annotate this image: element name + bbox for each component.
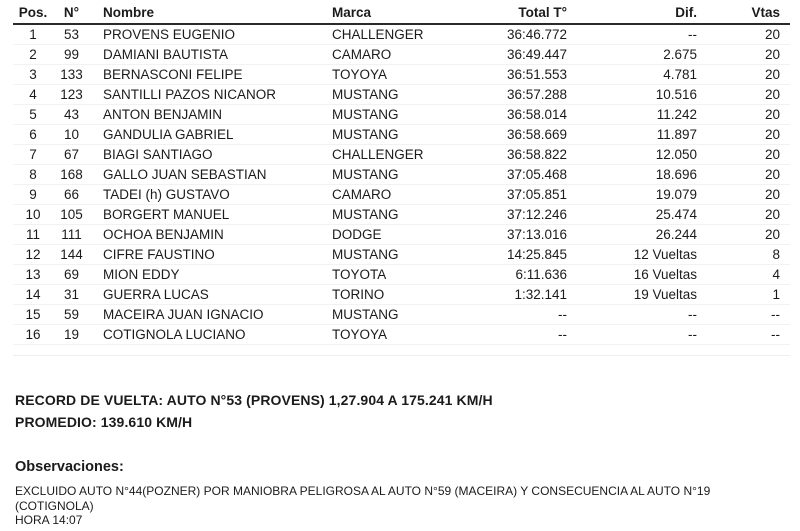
table-cell: -- [567,325,697,345]
table-cell: MUSTANG [330,305,450,325]
table-cell: 19 [53,325,90,345]
header-dif: Dif. [567,2,697,24]
table-cell: 3 [13,65,53,85]
table-cell: 36:57.288 [450,85,567,105]
table-cell: 2.675 [567,45,697,65]
table-cell: MUSTANG [330,165,450,185]
table-cell: 18.696 [567,165,697,185]
table-cell: 14:25.845 [450,245,567,265]
table-cell: 36:49.447 [450,45,567,65]
table-cell: 20 [697,105,790,125]
table-cell: PROVENS EUGENIO [90,24,330,45]
race-results-sheet [0,2,800,531]
table-cell: CHALLENGER [330,24,450,45]
table-cell: 20 [697,45,790,65]
table-cell: SANTILLI PAZOS NICANOR [90,85,330,105]
table-cell: MUSTANG [330,125,450,145]
table-cell: MUSTANG [330,205,450,225]
table-cell: 11.242 [567,105,697,125]
table-cell: 4 [13,85,53,105]
table-cell: 12 [13,245,53,265]
table-cell: BIAGI SANTIAGO [90,145,330,165]
table-cell: MUSTANG [330,85,450,105]
table-cell: -- [697,305,790,325]
table-row [13,285,790,305]
table-cell: 7 [13,145,53,165]
table-cell: 20 [697,225,790,245]
table-cell: 6:11.636 [450,265,567,285]
table-cell: 37:13.016 [450,225,567,245]
table-cell: 6 [13,125,53,145]
table-cell: 31 [53,285,90,305]
table-cell: 16 [13,325,53,345]
table-cell: 13 [13,265,53,285]
table-cell: COTIGNOLA LUCIANO [90,325,330,345]
table-row [13,125,790,145]
table-cell: 36:58.014 [450,105,567,125]
table-cell: 105 [53,205,90,225]
header-number: N° [53,2,90,24]
table-cell: 12 Vueltas [567,245,697,265]
table-row [13,205,790,225]
table-cell: 36:58.669 [450,125,567,145]
table-row [13,185,790,205]
table-cell: 14 [13,285,53,305]
header-total-t: Total T° [450,2,567,24]
table-cell: ANTON BENJAMIN [90,105,330,125]
table-cell: 11 [13,225,53,245]
table-bottom-rule [13,355,790,356]
table-row [13,225,790,245]
table-cell: DODGE [330,225,450,245]
table-cell: BORGERT MANUEL [90,205,330,225]
summary-block [15,389,800,433]
table-row [13,265,790,285]
table-cell: 19 Vueltas [567,285,697,305]
table-cell: TADEI (h) GUSTAVO [90,185,330,205]
table-row [13,65,790,85]
table-cell: MION EDDY [90,265,330,285]
table-row [13,305,790,325]
table-cell: 16 Vueltas [567,265,697,285]
header-pos: Pos. [13,2,53,24]
table-row [13,165,790,185]
observations-block [15,459,800,528]
table-cell: 8 [697,245,790,265]
table-row [13,145,790,165]
table-cell: 53 [53,24,90,45]
results-table-header [13,2,790,24]
table-cell: DAMIANI BAUTISTA [90,45,330,65]
table-cell: TOYOYA [330,65,450,85]
table-cell: -- [450,325,567,345]
table-cell: 67 [53,145,90,165]
observations-line-2: (COTIGNOLA) [15,498,94,513]
results-tbody [13,24,790,345]
table-cell: 123 [53,85,90,105]
table-cell: 99 [53,45,90,65]
table-cell: 1 [13,24,53,45]
results-table [13,2,790,345]
table-cell: TORINO [330,285,450,305]
table-cell: BERNASCONI FELIPE [90,65,330,85]
table-cell: 20 [697,145,790,165]
table-cell: CHALLENGER [330,145,450,165]
table-cell: 37:05.851 [450,185,567,205]
table-cell: 144 [53,245,90,265]
table-cell: 10 [13,205,53,225]
table-cell: 9 [13,185,53,205]
table-cell: MUSTANG [330,245,450,265]
table-cell: 133 [53,65,90,85]
table-cell: 20 [697,125,790,145]
table-cell: 10.516 [567,85,697,105]
table-cell: 20 [697,85,790,105]
table-cell: 5 [13,105,53,125]
header-vtas: Vtas [697,2,790,24]
table-cell: 25.474 [567,205,697,225]
header-row [13,2,790,24]
table-cell: -- [450,305,567,325]
table-cell: 66 [53,185,90,205]
table-cell: 4.781 [567,65,697,85]
table-cell: 1:32.141 [450,285,567,305]
table-cell: -- [567,24,697,45]
table-cell: 20 [697,185,790,205]
table-row [13,85,790,105]
observations-line-3: HORA 14:07 [15,513,83,527]
table-cell: CIFRE FAUSTINO [90,245,330,265]
table-cell: 11.897 [567,125,697,145]
record-de-vuelta-line: RECORD DE VUELTA: AUTO N°53 (PROVENS) 1,27.904 A 175.241 KM/H [15,392,493,408]
header-marca: Marca [330,2,450,24]
table-cell: TOYOTA [330,265,450,285]
table-cell: 20 [697,65,790,85]
table-cell: 111 [53,225,90,245]
table-cell: CAMARO [330,185,450,205]
table-cell: 36:51.553 [450,65,567,85]
table-cell: MACEIRA JUAN IGNACIO [90,305,330,325]
table-cell: 4 [697,265,790,285]
table-cell: 37:05.468 [450,165,567,185]
table-cell: 59 [53,305,90,325]
table-row [13,325,790,345]
table-cell: OCHOA BENJAMIN [90,225,330,245]
table-row [13,245,790,265]
table-cell: 1 [697,285,790,305]
observations-line-1: EXCLUIDO AUTO N°44(POZNER) POR MANIOBRA PELIGROSA AL AUTO N°59 (MACEIRA) Y CONSECUENCIA AL AUTO N°19 [15,484,711,498]
table-cell: 36:46.772 [450,24,567,45]
promedio-line: PROMEDIO: 139.610 KM/H [15,414,193,430]
table-cell: 36:58.822 [450,145,567,165]
table-cell: 8 [13,165,53,185]
table-cell: 26.244 [567,225,697,245]
table-cell: 69 [53,265,90,285]
table-cell: -- [697,325,790,345]
table-cell: 2 [13,45,53,65]
table-cell: 37:12.246 [450,205,567,225]
table-cell: 20 [697,205,790,225]
table-cell: GANDULIA GABRIEL [90,125,330,145]
table-cell: 12.050 [567,145,697,165]
table-cell: 19.079 [567,185,697,205]
table-cell: -- [567,305,697,325]
table-cell: 10 [53,125,90,145]
table-cell: 20 [697,165,790,185]
table-cell: MUSTANG [330,105,450,125]
table-cell: TOYOYA [330,325,450,345]
table-cell: 168 [53,165,90,185]
table-cell: 20 [697,24,790,45]
table-cell: GALLO JUAN SEBASTIAN [90,165,330,185]
observations-title: Observaciones: [15,459,124,475]
table-row [13,45,790,65]
table-cell: GUERRA LUCAS [90,285,330,305]
table-cell: 43 [53,105,90,125]
table-row [13,105,790,125]
table-cell: CAMARO [330,45,450,65]
header-nombre: Nombre [90,2,330,24]
table-cell: 15 [13,305,53,325]
table-row [13,24,790,45]
